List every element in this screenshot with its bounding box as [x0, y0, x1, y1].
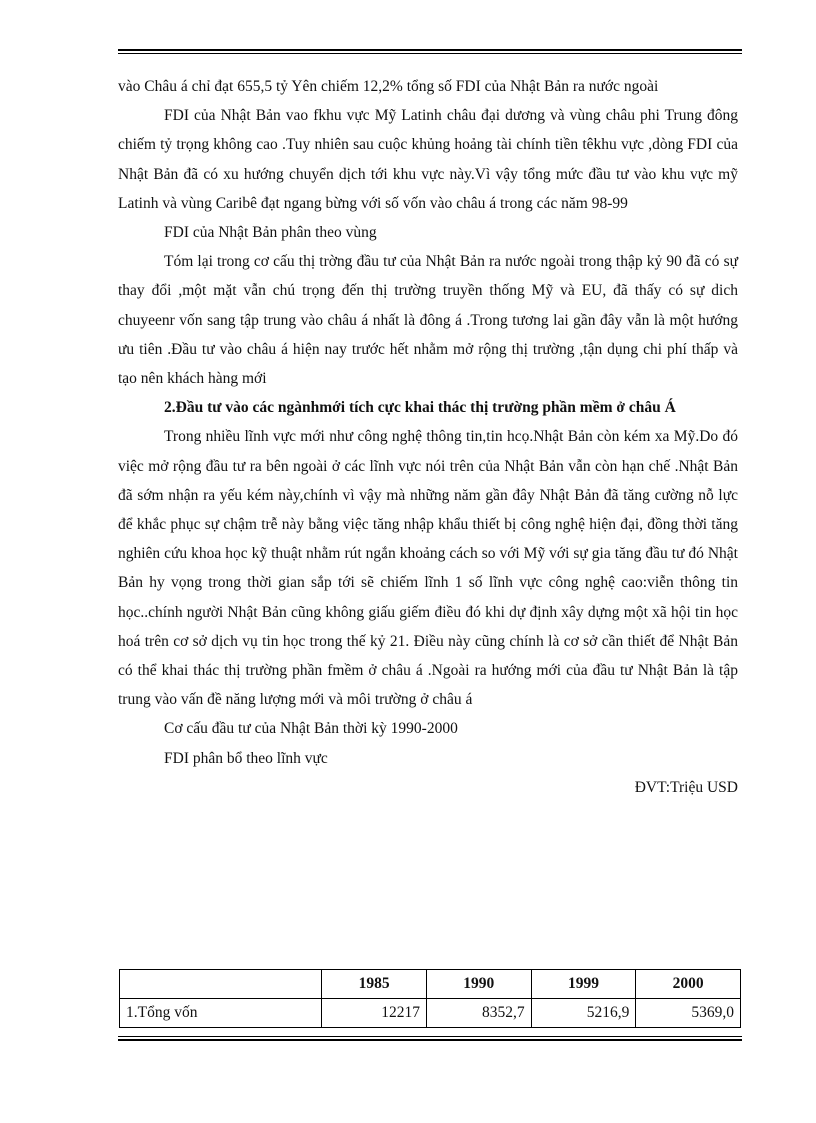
table-header-cell: [120, 970, 322, 999]
paragraph: Trong nhiều lĩnh vực mới như công nghệ thông tin,tin hcọ.Nhật Bản còn kém xa Mỹ.Do đó việc mở rộng đầu tư ra bên ngoài ở các lĩnh vực nói trên của Nhật Bản vẫn còn hạn chế .Nhật Bản đã sớm nhận ra yếu kém này,chính vì vậy mà những năm gần đây Nhật Bản đã tăng cường nỗ lực để khắc phục sự chậm trễ này bằng việc tăng nhập khẩu thiết bị công nghệ hiện đại, đồng thời tăng nghiên cứu khoa học kỹ thuật nhằm rút ngắn khoảng cách so với Mỹ với sự gia tăng đầu tư đó Nhật Bản hy vọng trong thời gian sắp tới sẽ chiếm lĩnh 1 số lĩnh vực công nghệ cao:viễn thông tin học..chính người Nhật Bản cũng không giấu giếm điều đó khi dự định xây dựng một xã hội tin học hoá trên cơ sở dịch vụ tin học trong thế kỷ 21. Điều này cũng chính là cơ sở cần thiết để Nhật Bản có thể khai thác thị trường phần fmềm ở châu á .Ngoài ra hướng mới của đầu tư Nhật Bản là tập trung vào vấn đề năng lượng mới và môi trường ở châu á: [118, 428, 738, 709]
paragraph: Tóm lại trong cơ cấu thị trờng đầu tư của Nhật Bản ra nước ngoài trong thập kỷ 90 đã có sự thay đổi ,một mặt vẫn chú trọng đến thị trường truyền thống Mỹ và EU, đã thấy có sự dich chuyeenr vốn sang tập trung vào châu á nhất là đông á .Trong tương lai gần đây vẫn là một hướng ưu tiên .Đầu tư vào châu á hiện nay trước hết nhằm mở rộng thị trường ,tận dụng chi phí thấp và tạo nên khách hàng mới: [118, 253, 738, 388]
table-cell: 5369,0: [636, 999, 741, 1028]
table-header-cell: 2000: [636, 970, 741, 999]
unit-label: ĐVT:Triệu USD: [634, 778, 738, 796]
paragraph: FDI của Nhật Bản vao fkhu vực Mỹ Latinh châu đại dương và vùng châu phi Trung đông chiếm tỷ trọng không cao .Tuy nhiên sau cuộc khủng hoảng tài chính tiền têkhu vực ,dòng FDI của Nhật Bản đã có xu hướng chuyển dịch tới khu vực này.Vì vậy tổng mức đầu tư vào khu vực mỹ Latinh và vùng Caribê đạt ngang bừng với số vốn vào châu á trong các năm 98-99: [118, 107, 738, 212]
paragraph: Cơ cấu đầu tư của Nhật Bản thời kỳ 1990-2000: [164, 720, 458, 738]
table-header-cell: 1999: [531, 970, 636, 999]
table-header-row: [120, 970, 741, 999]
header-rule: [118, 49, 742, 54]
table-cell: 1.Tổng vốn: [120, 999, 322, 1028]
paragraph: FDI của Nhật Bản phân theo vùng: [164, 224, 377, 242]
paragraph: vào Châu á chỉ đạt 655,5 tỷ Yên chiếm 12,2% tổng số FDI của Nhật Bản ra nước ngoài: [118, 78, 659, 95]
table-cell: 8352,7: [426, 999, 531, 1028]
table-cell: 12217: [322, 999, 427, 1028]
section-heading: 2.Đầu tư vào các ngànhmới tích cực khai thác thị trường phần mềm ở châu Á: [164, 399, 676, 417]
table-header-cell: 1990: [426, 970, 531, 999]
table-cell: 5216,9: [531, 999, 636, 1028]
footer-rule: [118, 1036, 742, 1041]
table-row: [120, 999, 741, 1028]
table-header-cell: 1985: [322, 970, 427, 999]
paragraph: FDI phân bổ theo lĩnh vực: [164, 749, 328, 767]
document-body: [118, 72, 738, 802]
fdi-table: [119, 969, 741, 1028]
